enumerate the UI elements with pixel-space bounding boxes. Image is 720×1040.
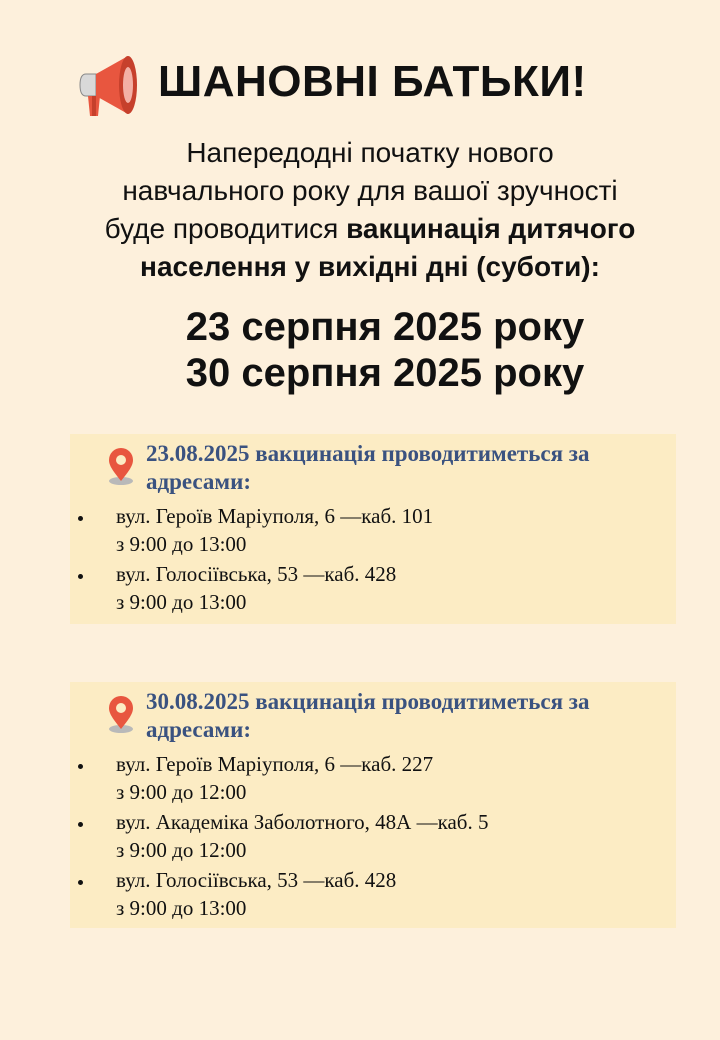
bullet bbox=[78, 880, 83, 885]
intro-line-2: навчального року для вашої зручності bbox=[122, 175, 618, 206]
list-item bbox=[70, 808, 676, 866]
list-item bbox=[70, 502, 676, 560]
list-item bbox=[70, 750, 676, 808]
section-box-2 bbox=[70, 682, 676, 928]
address: вул. Академіка Заболотного, 48А —каб. 5 bbox=[116, 810, 489, 834]
date-2: 30 серпня 2025 року bbox=[185, 351, 585, 395]
intro-line-3 bbox=[40, 210, 700, 248]
address-list bbox=[70, 750, 676, 924]
intro-line-3-normal: буде проводитися bbox=[104, 213, 347, 244]
location-pin-icon bbox=[106, 448, 136, 486]
intro-text bbox=[40, 134, 700, 286]
address-list bbox=[70, 502, 676, 618]
bullet bbox=[78, 764, 83, 769]
address: вул. Голосіївська, 53 —каб. 428 bbox=[116, 868, 397, 892]
list-item bbox=[70, 560, 676, 618]
bullet bbox=[78, 822, 83, 827]
hours: з 9:00 до 13:00 bbox=[116, 896, 247, 920]
bullet bbox=[78, 574, 83, 579]
bullet bbox=[78, 516, 83, 521]
hours: з 9:00 до 12:00 bbox=[116, 780, 247, 804]
address: вул. Героїв Маріуполя, 6 —каб. 101 bbox=[116, 504, 434, 528]
intro-line-3-bold: вакцинація дитячого bbox=[346, 213, 636, 244]
megaphone-icon bbox=[68, 50, 148, 116]
location-pin-icon bbox=[106, 696, 136, 734]
section-box-1 bbox=[70, 434, 676, 624]
address: вул. Героїв Маріуполя, 6 —каб. 227 bbox=[116, 752, 434, 776]
section-heading: 30.08.2025 вакцинація проводитиметься за адресами: bbox=[146, 689, 590, 742]
list-item bbox=[70, 866, 676, 924]
intro-line-4-bold: населення у вихідні дні (суботи): bbox=[140, 251, 600, 282]
intro-line-4 bbox=[40, 248, 700, 286]
address: вул. Голосіївська, 53 —каб. 428 bbox=[116, 562, 397, 586]
intro-line-1: Напередодні початку нового bbox=[186, 137, 554, 168]
hours: з 9:00 до 13:00 bbox=[116, 590, 247, 614]
date-1: 23 серпня 2025 року bbox=[185, 305, 585, 349]
hours: з 9:00 до 12:00 bbox=[116, 838, 247, 862]
page-title: ШАНОВНІ БАТЬКИ! bbox=[158, 57, 587, 106]
hours: з 9:00 до 13:00 bbox=[116, 532, 247, 556]
header bbox=[0, 46, 720, 116]
section-heading: 23.08.2025 вакцинація проводитиметься за адресами: bbox=[146, 441, 590, 494]
vaccination-dates bbox=[40, 304, 720, 396]
